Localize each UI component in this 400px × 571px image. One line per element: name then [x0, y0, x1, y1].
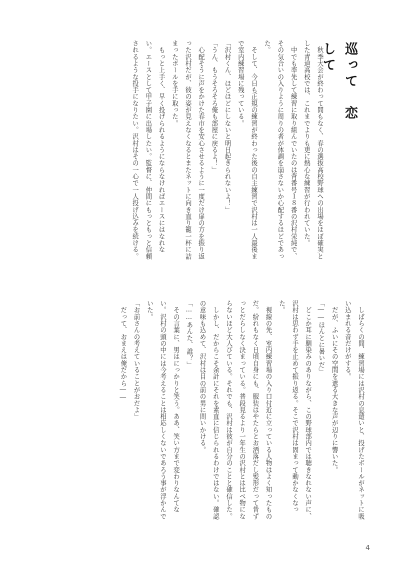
dialogue-line: 「お前さんの考えていることがおだよ」 [132, 300, 140, 420]
paragraph: もっと上手く、早く投げられるようにならなければエースにはなれない。エースとして甲子園に出場したい。監督に、仲間にもっともっと信頼されるような投手になりたい。沢村はその一心で一人投げ込みを続ける。 [131, 40, 165, 260]
paragraph: 視線の先、室内練習場の入り口付近に立っている人物はよく知ったものだ。紛れもなく日頃自身にも、服装はやたらとお洒落だし髪形だって昔ずっとだらしなく決まっている。普段見るより一年生の沢村とは比べ物にならないほど大人びている。それでも、沢村は彼が自分のことと確信した。 [224, 300, 272, 520]
paragraph: 秋季大会が終わって間もなく、春の選抜高校野球への出場をほぼ確実とした青道高校では、これまでよりも更に熱心な練習が行われていた。 [302, 40, 323, 260]
page-number: 4 [365, 544, 370, 552]
paragraph: だって、おまえは俺だから―― [119, 300, 127, 402]
story-title: 巡って 恋して [320, 42, 357, 122]
paragraph: だが、ふいにその空間を遮る大きな声が辺りに響いた。 [330, 300, 338, 473]
paragraph: しばらくの間、練習場には沢村の息遣いと、投げたボールがネットに吸い込まれる音だけがする。 [343, 300, 364, 520]
paragraph: 中でも率先して練習に取り組んでいたのは背番号１８番の沢村栄純で、その気合いの入りように周りの者が体調を崩さないか心配するほどであった。 [263, 40, 297, 260]
dialogue-line: 「うん、もうそろそろ俺も部屋に戻るよ！」 [210, 40, 218, 173]
dialogue-line: 「沢村くん、ほどほどにしないと明日起きられないよ！」 [223, 40, 231, 213]
paragraph: そして、今日も正規の練習が終わった後の自主練習で沢村は一人最後まで室内練習場に残っている。 [236, 40, 257, 260]
paragraph: 心配そうに声をかけた春市を安心させるように一度だけ扉の方を振り返った沢村だが、彼の姿が見えなくなるとまたネットに向き直り籠一杯に詰まったボールを手に取った。 [170, 40, 205, 260]
upper-text-block [128, 40, 326, 266]
paragraph: しかし、だからこそ余計にそれを素直に信じられるわけではない。確認の意味も込めて、沢村は目の前の男に問いかける。 [198, 300, 219, 520]
paragraph: どこか耳に馴染みのありながら、この野球部内では聴きなれない声に、沢村は思わず手を止めて振り返る。そこで沢村は固まって動かなくなった。 [277, 300, 312, 520]
dialogue-line: 「――ほんとに暑いだ」 [317, 300, 325, 375]
paragraph: その言葉に、男はにっかりと笑う。ああ、笑い方まで変わりなんてない。沢村の頭の中には今考えることは相応しくないであろう事が浮かんでいた。 [145, 300, 180, 520]
lower-text-block [116, 300, 367, 526]
dialogue-line: 「……あんた、誰？」 [185, 300, 193, 368]
